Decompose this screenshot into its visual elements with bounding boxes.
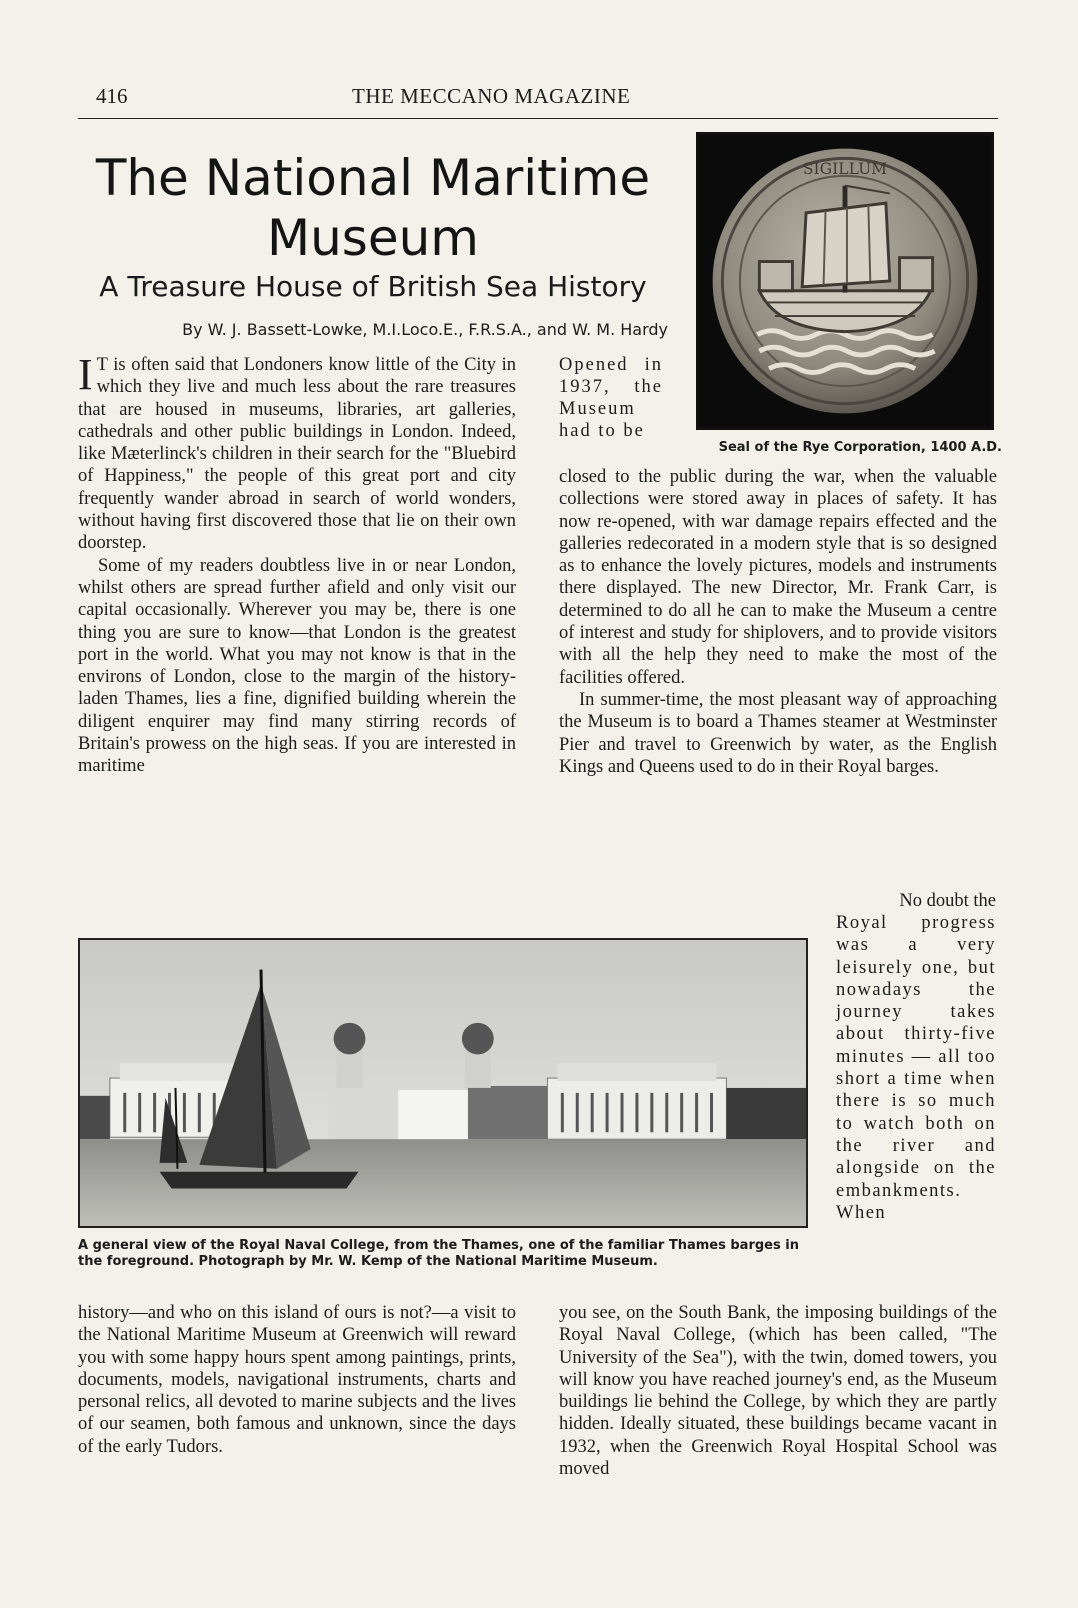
body-paragraph: Opened in 1937, the Museum had to be xyxy=(559,355,663,441)
body-paragraph: Some of my readers doubtless live in or near London, whilst others are spread further afield and only visit our capital occasionally. Wherever you may be, there is one thing you are sure to know—that London is the greatest port in the world. What you may not know is that in the environs of London, close to the margin of the history-laden Thames, lies a fine, dignified building wherein the diligent enquirer may find many stirring records of Britain's prowess on the high seas. If you are interested in maritime xyxy=(78,555,516,777)
page-number: 416 xyxy=(96,84,128,108)
right-column-tail-line xyxy=(836,890,996,912)
body-paragraph: IT is often said that Londoners know little of the City in which they live and much less about the rare treasures that are housed in museums, libraries, art galleries, cathedrals and other public buildings in London. Indeed, like Mæterlinck's children in their search for the "Bluebird of Happiness," the people of this great port and city frequently wander abroad in search of world wonders, without having first discovered those that lie on their own doorstep. xyxy=(78,350,516,554)
right-column-bottom xyxy=(559,1302,997,1480)
right-column-narrow-start xyxy=(559,354,663,442)
body-paragraph: history—and who on this island of ours is not?—a visit to the National Maritime Museum at Greenwich will reward you with some happy hours spent among paintings, prints, documents, models, navigational instruments, charts and personal relics, all devoted to marine subjects and the lives of our seamen, both famous and unknown, since the days of the early Tudors. xyxy=(78,1303,516,1457)
seal-image xyxy=(696,132,994,430)
right-column-narrow xyxy=(836,912,996,1224)
body-paragraph: closed to the public during the war, when the valuable collections were stored away in places of safety. It has now re-opened, with war damage repairs effected and the galleries redecorated in a modern style that is so designed as to enhance the lovely pictures, models and instruments there displayed. The new Director, Mr. Frank Carr, is determined to do all he can to make the Museum a centre of interest and study for shiplovers, and to provide visitors with all the help they need to make the most of the facilities offered. xyxy=(559,467,997,688)
article-title: The National Maritime Museum xyxy=(95,149,651,267)
seal-legend-text: SIGILLUM xyxy=(802,159,888,178)
left-column-bottom xyxy=(78,1302,516,1458)
article-byline: By W. J. Bassett-Lowke, M.I.Loco.E., F.R.S.A., and W. M. Hardy xyxy=(182,320,668,339)
photo-caption: A general view of the Royal Naval College, from the Thames, one of the familiar Thames barges in the foreground. Photograph by Mr. W. Kemp of the National Maritime Museum. xyxy=(78,1238,799,1269)
magazine-title: THE MECCANO MAGAZINE xyxy=(352,84,631,108)
header-rule xyxy=(78,118,998,119)
body-paragraph: you see, on the South Bank, the imposing buildings of the Royal Naval College, (which has been called, "The University of the Sea"), with the twin, domed towers, you will know you have reached journey's end, as the Museum buildings lie behind the College, by which they are partly hidden. Ideally situated, these buildings became vacant in 1932, when the Greenwich Royal Hospital School was moved xyxy=(559,1303,997,1480)
royal-naval-college-photo xyxy=(78,938,808,1228)
body-paragraph: Royal progress was a very leisurely one, but nowadays the journey takes about thirty-five minutes — all too short a time when there is so much to watch both on the river and alongside on the embankments. When xyxy=(836,913,996,1223)
body-paragraph: No doubt the xyxy=(899,891,996,911)
body-paragraph: In summer-time, the most pleasant way of approaching the Museum is to board a Thames steamer at Westminster Pier and travel to Greenwich by water, as the English Kings and Queens used to do in their Royal barges. xyxy=(559,689,997,777)
seal-illustration xyxy=(699,135,991,427)
left-column-top xyxy=(78,350,516,778)
right-column-top xyxy=(559,466,997,778)
photo-illustration xyxy=(80,940,806,1226)
article-subtitle: A Treasure House of British Sea History xyxy=(99,270,647,303)
seal-caption: Seal of the Rye Corporation, 1400 A.D. xyxy=(718,440,1002,455)
